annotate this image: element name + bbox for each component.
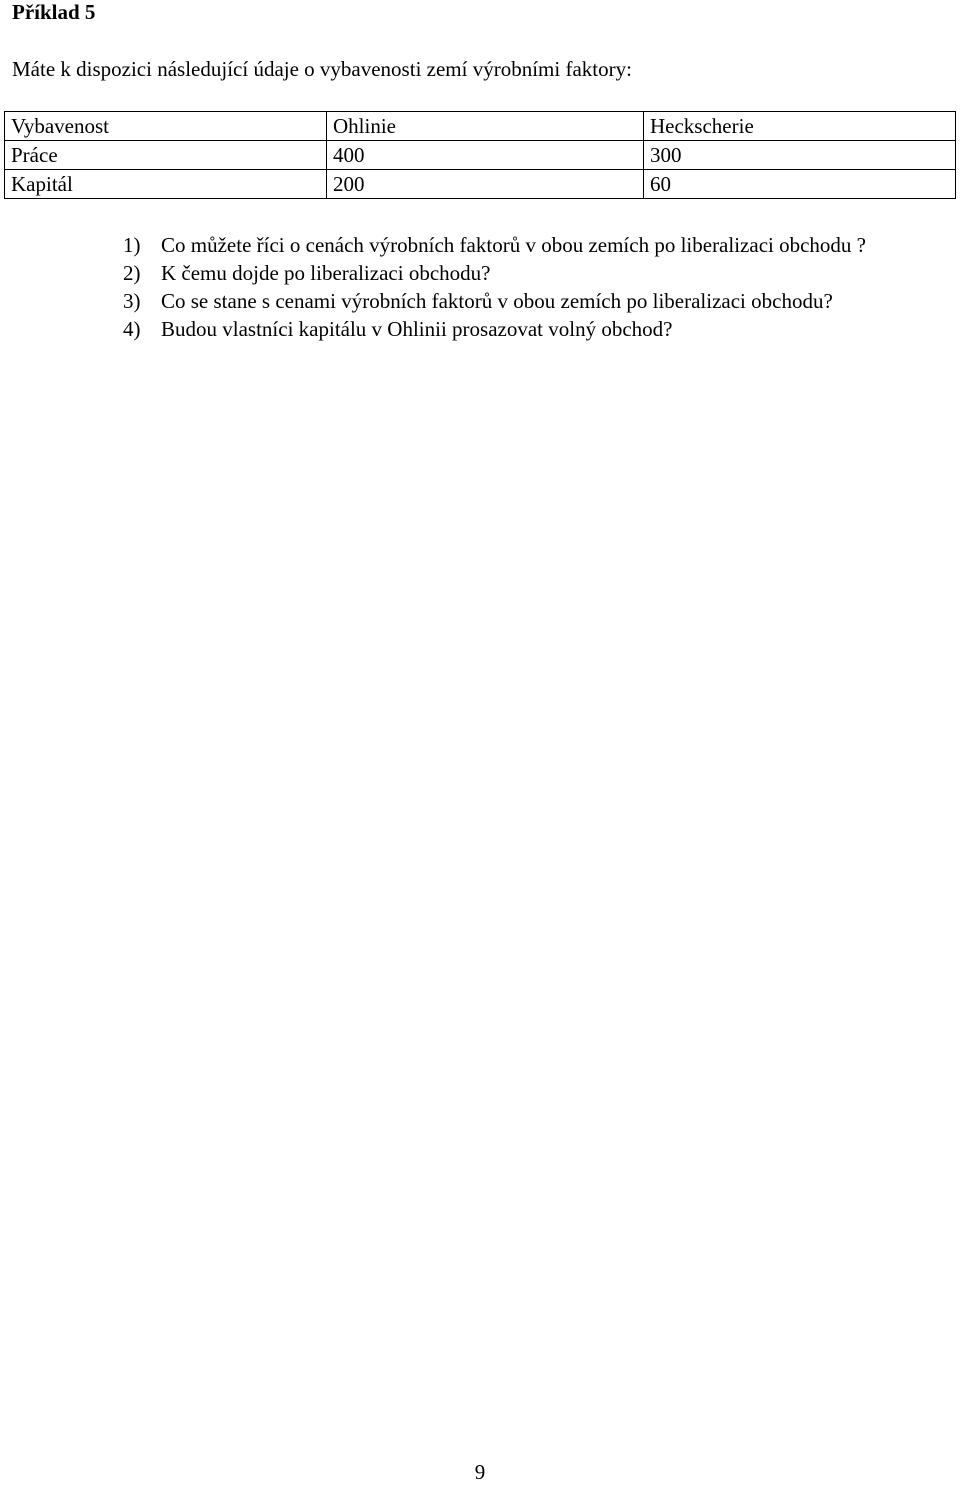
question-number: 3) <box>123 289 141 313</box>
table-cell: 200 <box>327 170 644 199</box>
table-cell: 60 <box>644 170 956 199</box>
question-text: Co můžete říci o cenách výrobních faktorů v obou zemích po liberalizaci obchodu ? <box>161 233 866 257</box>
question-item <box>123 259 949 287</box>
question-item <box>123 231 949 259</box>
table-header-cell: Vybavenost <box>5 112 327 141</box>
table-cell: Práce <box>5 141 327 170</box>
table-header-row <box>5 112 956 141</box>
question-text: Budou vlastníci kapitálu v Ohlinii prosazovat volný obchod? <box>161 317 673 341</box>
table-row <box>5 141 956 170</box>
exercise-heading: Příklad 5 <box>12 0 96 24</box>
table-cell: Kapitál <box>5 170 327 199</box>
question-number: 4) <box>123 317 141 341</box>
page-number: 9 <box>474 1460 486 1484</box>
table-header-cell: Heckscherie <box>644 112 956 141</box>
question-item <box>123 287 949 315</box>
intro-text: Máte k dispozici následující údaje o vybavenosti zemí výrobními faktory: <box>12 57 632 81</box>
question-item <box>123 315 949 343</box>
table-row <box>5 170 956 199</box>
endowment-table <box>4 111 956 199</box>
table-cell: 400 <box>327 141 644 170</box>
question-number: 1) <box>123 233 141 257</box>
question-text: Co se stane s cenami výrobních faktorů v obou zemích po liberalizaci obchodu? <box>161 289 833 313</box>
question-list <box>123 231 949 343</box>
table-header-cell: Ohlinie <box>327 112 644 141</box>
question-number: 2) <box>123 261 141 285</box>
table-cell: 300 <box>644 141 956 170</box>
question-text: K čemu dojde po liberalizaci obchodu? <box>161 261 491 285</box>
